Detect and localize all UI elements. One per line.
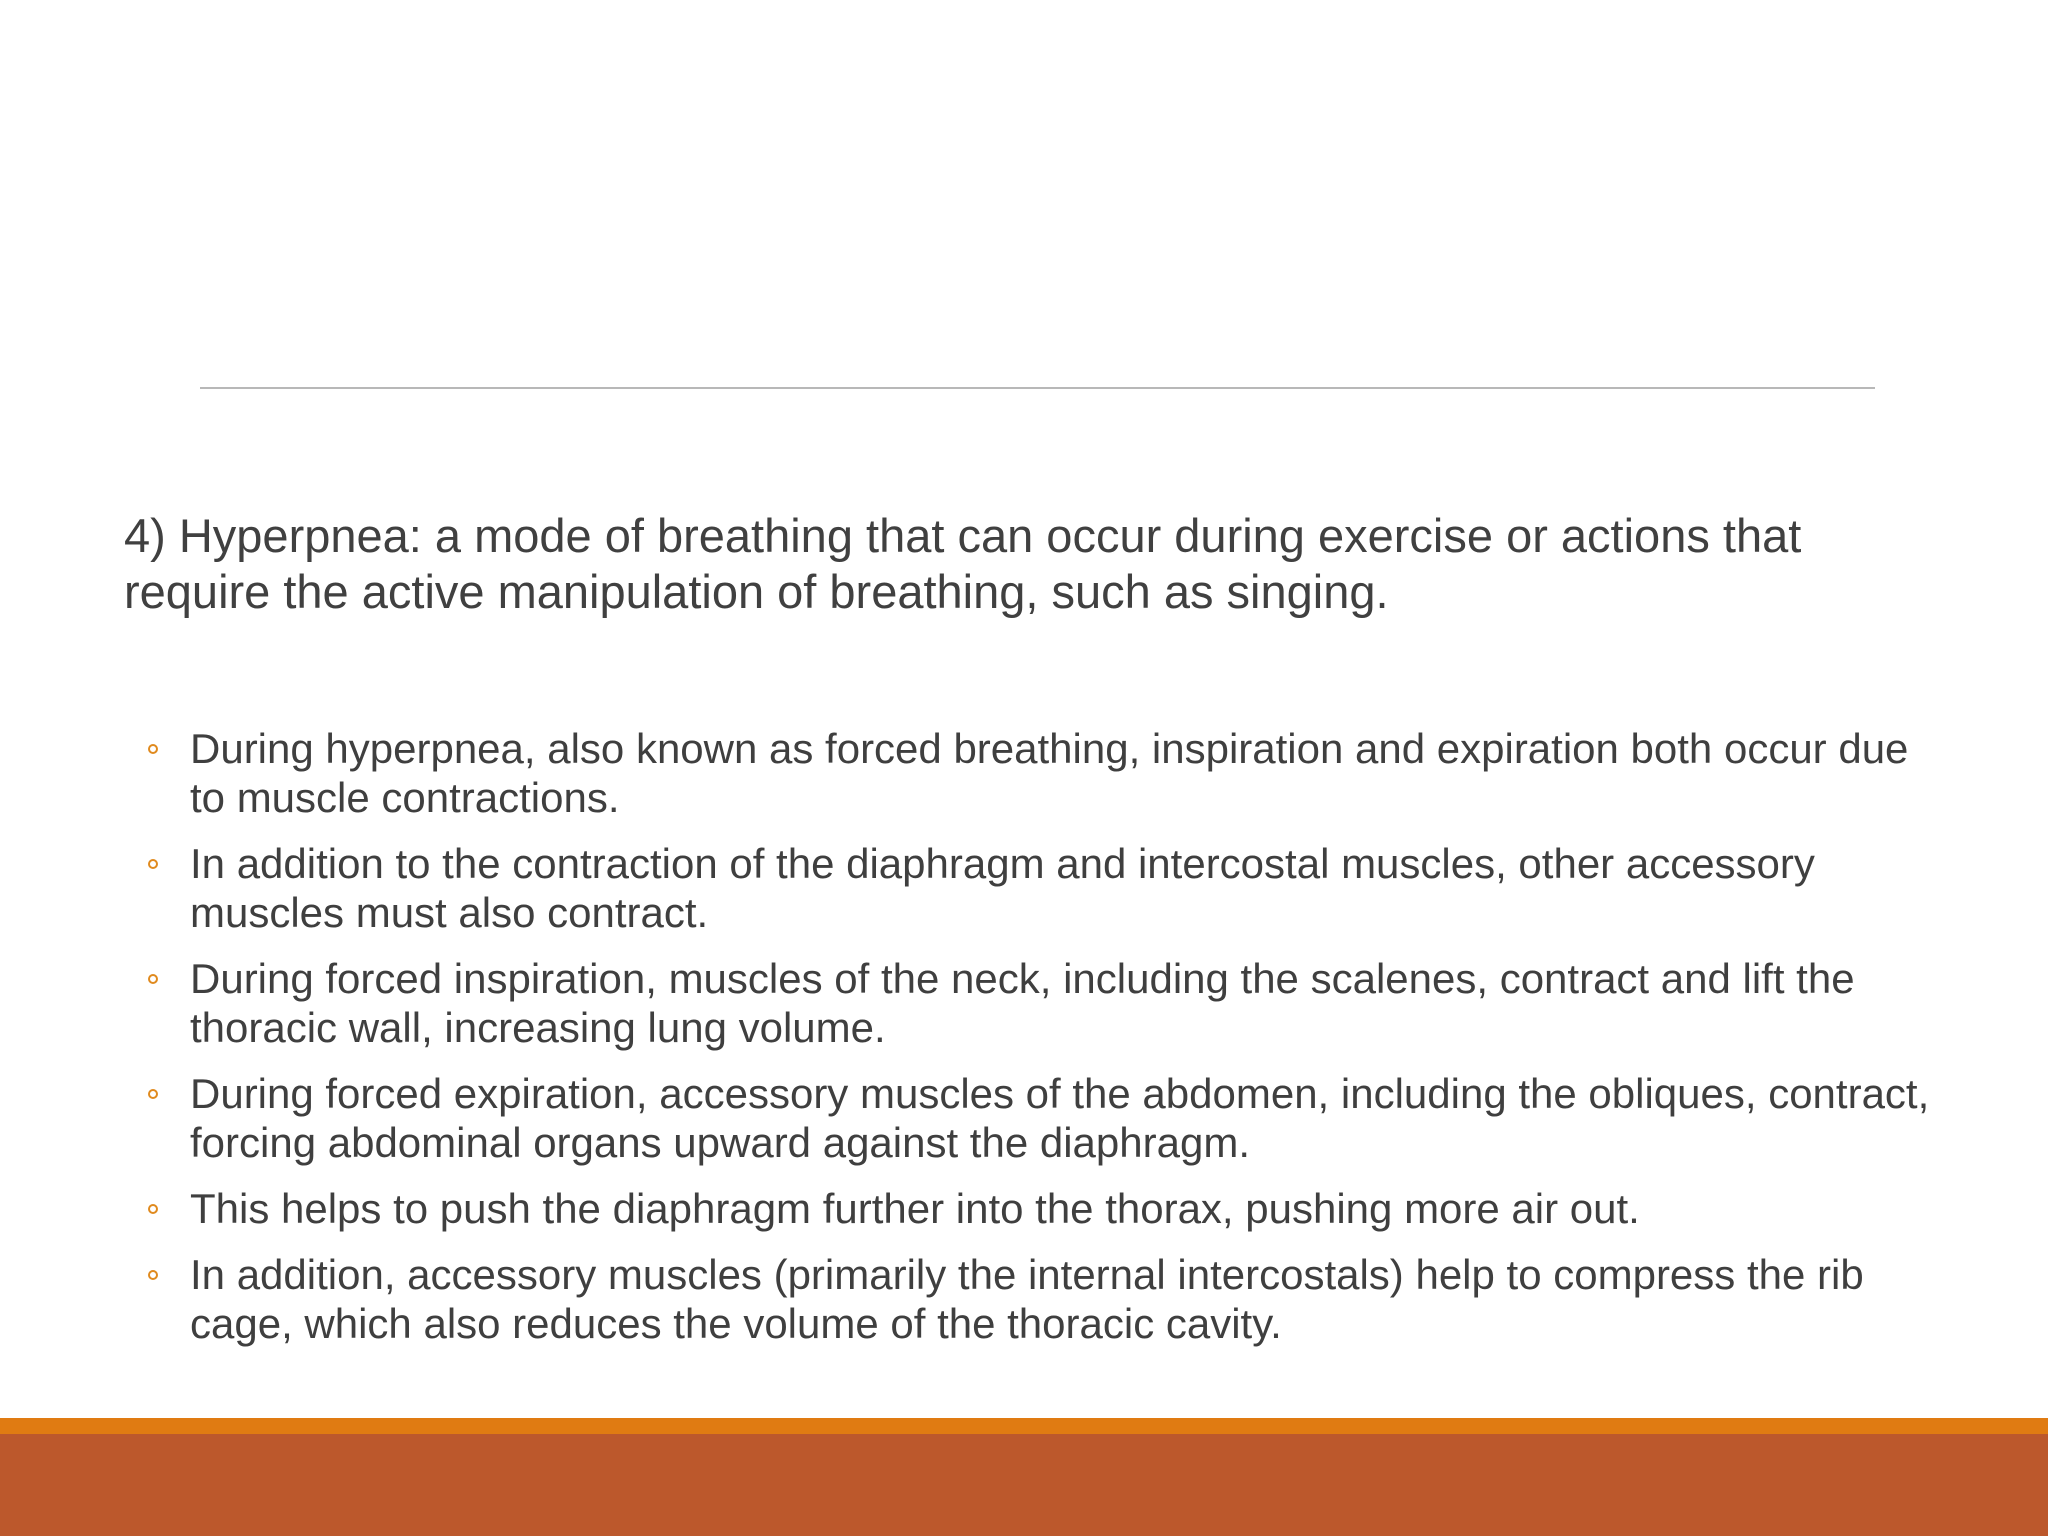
- list-item: [142, 1184, 1932, 1233]
- bullet-text: During hyperpnea, also known as forced breathing, inspiration and expiration both occur due to muscle contractions.: [190, 725, 1909, 821]
- bullet-text: This helps to push the diaphragm further into the thorax, pushing more air out.: [190, 1185, 1640, 1232]
- circle-bullet-icon: [148, 1204, 158, 1214]
- list-item: [142, 1250, 1932, 1348]
- footer-accent-bar: [0, 1418, 2048, 1434]
- circle-bullet-icon: [148, 744, 158, 754]
- slide-heading: 4) Hyperpnea: a mode of breathing that can occur during exercise or actions that require the active manipulation of breathing, such as singing.: [124, 509, 1802, 618]
- list-item: [142, 1069, 1932, 1167]
- list-item: [142, 954, 1932, 1052]
- circle-bullet-icon: [148, 974, 158, 984]
- bullet-text: In addition to the contraction of the diaphragm and intercostal muscles, other accessory muscles must also contract.: [190, 840, 1815, 936]
- bullet-text: During forced inspiration, muscles of the neck, including the scalenes, contract and lift the thoracic wall, increasing lung volume.: [190, 955, 1855, 1051]
- footer-bar: [0, 1434, 2048, 1536]
- list-item: [142, 724, 1932, 822]
- list-item: [142, 839, 1932, 937]
- circle-bullet-icon: [148, 859, 158, 869]
- bullet-text: During forced expiration, accessory muscles of the abdomen, including the obliques, contract, forcing abdominal organs upward against the diaphragm.: [190, 1070, 1930, 1166]
- title-divider: [200, 387, 1875, 389]
- circle-bullet-icon: [148, 1270, 158, 1280]
- bullet-list: [142, 724, 1932, 1365]
- bullet-text: In addition, accessory muscles (primarily the internal intercostals) help to compress the rib cage, which also reduces the volume of the thoracic cavity.: [190, 1251, 1864, 1347]
- circle-bullet-icon: [148, 1089, 158, 1099]
